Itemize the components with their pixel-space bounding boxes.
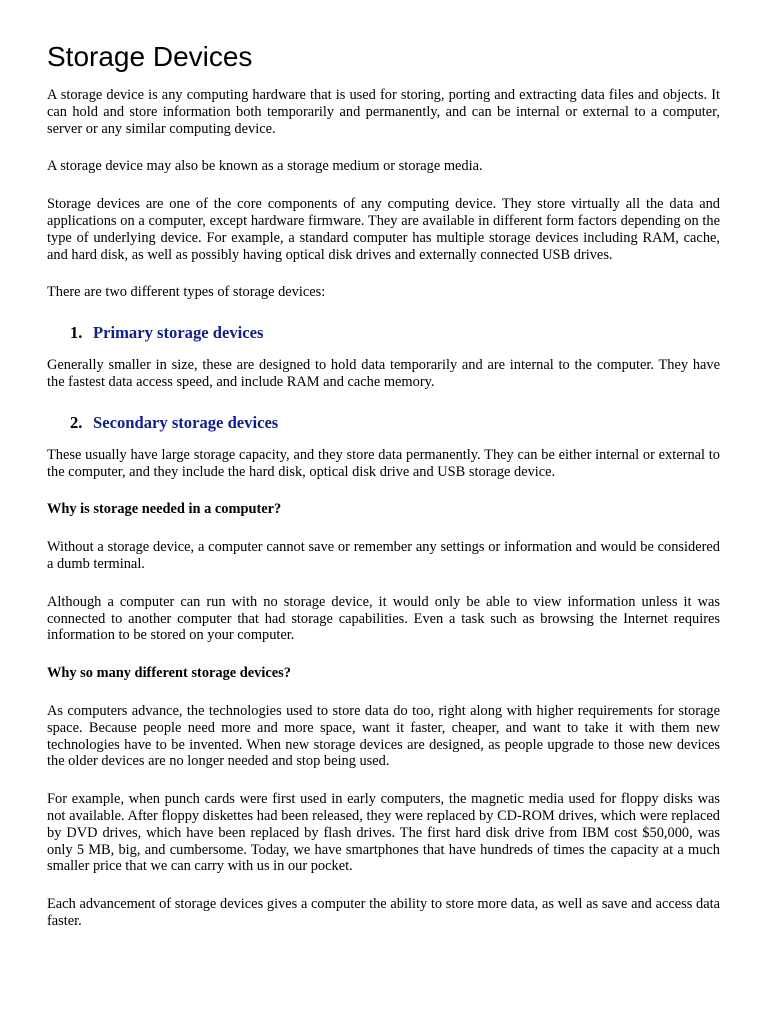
secondary-storage-heading: Secondary storage devices	[93, 412, 279, 432]
document-page	[47, 40, 720, 951]
list-item-secondary	[47, 412, 720, 434]
intro-paragraph-2: A storage device may also be known as a storage medium or storage media.	[47, 158, 483, 175]
why-needed-paragraph-1: Without a storage device, a computer cannot save or remember any settings or information and would be considered a dumb terminal.	[47, 539, 720, 572]
list-item-number: 2.	[70, 412, 83, 432]
types-intro-paragraph: There are two different types of storage devices:	[47, 284, 326, 301]
why-many-paragraph-1: As computers advance, the technologies used to store data do too, right along with higher requirements for storage space. Because people need more and more space, want it faster, cheaper, and want to take it with them new technologies have to be invented. When new storage devices are designed, as people upgrade to those new devices the older devices are no longer needed and stop being used.	[47, 702, 720, 770]
primary-storage-heading: Primary storage devices	[93, 323, 264, 343]
intro-paragraph-3: Storage devices are one of the core components of any computing device. They store virtually all the data and applications on a computer, except hardware firmware. They are available in different form factors depending on the type of underlying device. For example, a standard computer has multiple storage devices including RAM, cache, and hard disk, as well as possibly having optical disk drives and externally connected USB drives.	[47, 196, 720, 263]
secondary-storage-description: These usually have large storage capacity, and they store data permanently. They can be either internal or external to the computer, and they include the hard disk, optical disk drive and USB storage device.	[47, 446, 720, 480]
primary-storage-description: Generally smaller in size, these are designed to hold data temporarily and are internal to the computer. They have the fastest data access speed, and include RAM and cache memory.	[47, 357, 720, 390]
why-many-heading: Why so many different storage devices?	[47, 665, 291, 682]
why-needed-heading: Why is storage needed in a computer?	[47, 501, 282, 518]
list-item-primary	[47, 322, 720, 344]
document-title: Storage Devices	[47, 41, 253, 72]
why-many-paragraph-2: For example, when punch cards were first used in early computers, the magnetic media used for floppy disks was not available. After floppy diskettes had been released, they were replaced by CD-ROM drives, which were replaced by DVD drives, which have been replaced by flash drives. The first hard disk drive from IBM cost $50,000, was only 5 MB, big, and cumbersome. Today, we have smartphones that have hundreds of times the capacity at a much smaller price that we can carry with us in our pocket.	[47, 791, 720, 875]
intro-paragraph-1: A storage device is any computing hardware that is used for storing, porting and extracting data files and objects. It can hold and store information both temporarily and permanently, and can be internal or external to a computer, server or any similar computing device.	[47, 87, 720, 137]
why-needed-paragraph-2: Although a computer can run with no storage device, it would only be able to view information unless it was connected to another computer that had storage capabilities. Even a task such as browsing the Internet requires information to be stored on your computer.	[47, 593, 720, 644]
why-many-paragraph-3: Each advancement of storage devices gives a computer the ability to store more data, as well as save and access data faster.	[47, 896, 720, 929]
list-item-number: 1.	[70, 323, 83, 343]
